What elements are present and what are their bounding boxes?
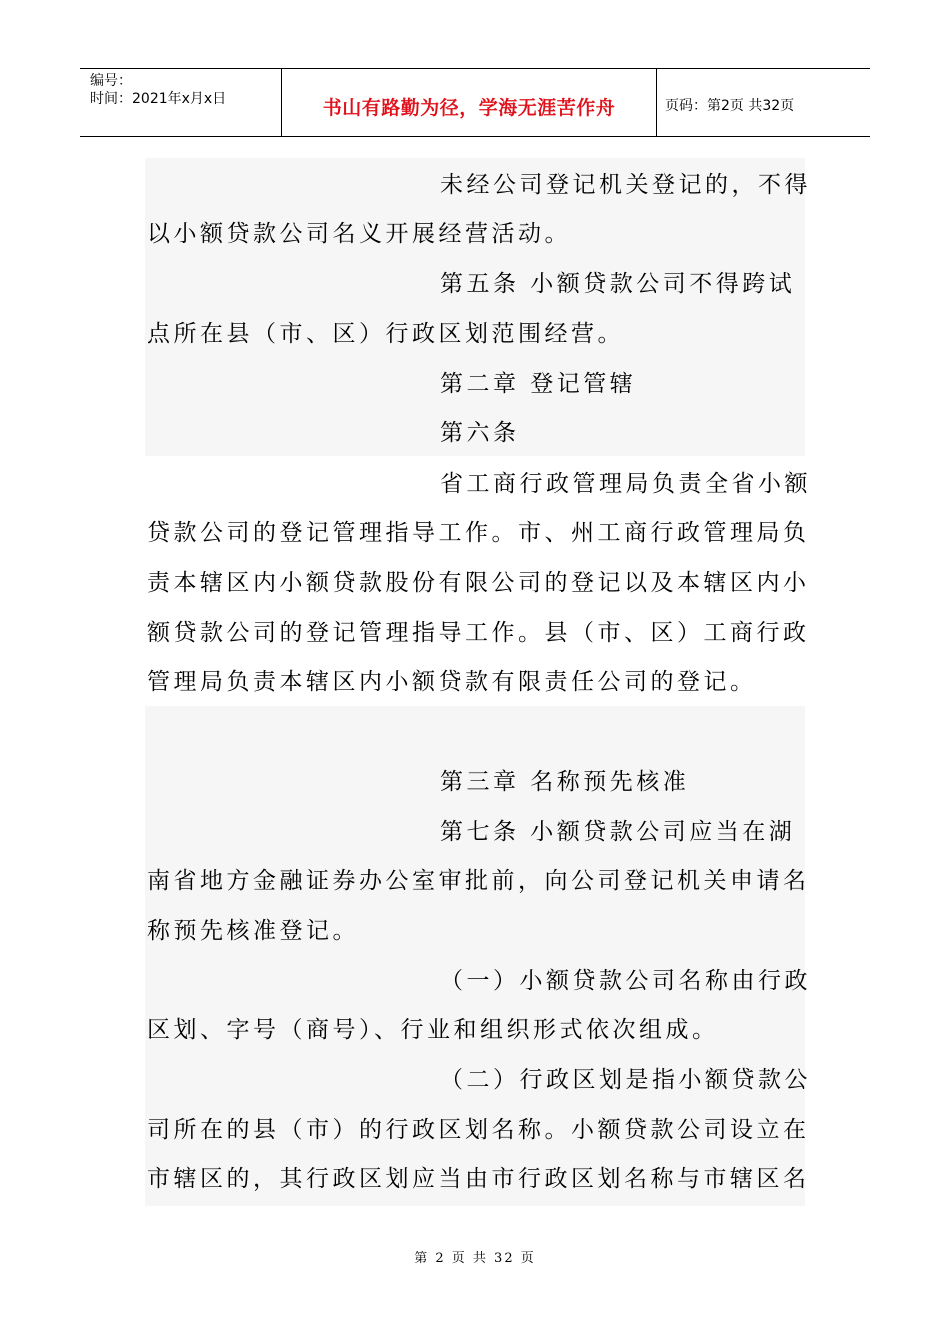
text-line: 额贷款公司的登记管理指导工作。县（市、区）工商行政 [147, 620, 810, 646]
text-line: 省工商行政管理局负责全省小额 [440, 471, 811, 497]
text-line: （二）行政区划是指小额贷款公 [440, 1067, 811, 1093]
text-line: 南省地方金融证券办公室审批前，向公司登记机关申请名 [147, 868, 810, 894]
text-line: （一）小额贷款公司名称由行政 [440, 968, 811, 994]
header-motto: 书山有路勤为径，学海无涯苦作舟 [322, 97, 616, 119]
article-heading: 第六条 [440, 420, 520, 446]
text-line: 称预先核准登记。 [147, 918, 359, 944]
text-background-band [145, 158, 805, 456]
header-right-cell [657, 69, 870, 136]
header-page-info: 页码：第2页 共32页 [665, 98, 795, 114]
text-line: 司所在的县（市）的行政区划名称。小额贷款公司设立在 [147, 1117, 810, 1143]
chapter-heading: 第三章 名称预先核准 [440, 769, 690, 795]
document-header [80, 68, 870, 137]
text-line: 责本辖区内小额贷款股份有限公司的登记以及本辖区内小 [147, 570, 810, 596]
text-line: 第七条 小额贷款公司应当在湖 [440, 819, 796, 845]
text-line: 区划、字号（商号）、行业和组织形式依次组成。 [147, 1017, 719, 1043]
time-label: 时间：2021年x月x日 [90, 91, 227, 107]
text-line: 以小额贷款公司名义开展经营活动。 [147, 221, 571, 247]
text-line: 贷款公司的登记管理指导工作。市、州工商行政管理局负 [147, 520, 810, 546]
text-line: 管理局负责本辖区内小额贷款有限责任公司的登记。 [147, 669, 757, 695]
header-middle-cell [282, 69, 657, 136]
text-line: 未经公司登记机关登记的，不得 [440, 172, 811, 198]
text-line: 点所在县（市、区）行政区划范围经营。 [147, 321, 624, 347]
header-left-cell [80, 69, 282, 136]
page-footer: 第 2 页 共 32 页 [414, 1251, 536, 1266]
text-line: 第五条 小额贷款公司不得跨试 [440, 271, 796, 297]
text-line: 市辖区的，其行政区划应当由市行政区划名称与市辖区名 [147, 1166, 810, 1192]
chapter-heading: 第二章 登记管辖 [440, 371, 637, 397]
serial-label: 编号： [90, 73, 132, 89]
